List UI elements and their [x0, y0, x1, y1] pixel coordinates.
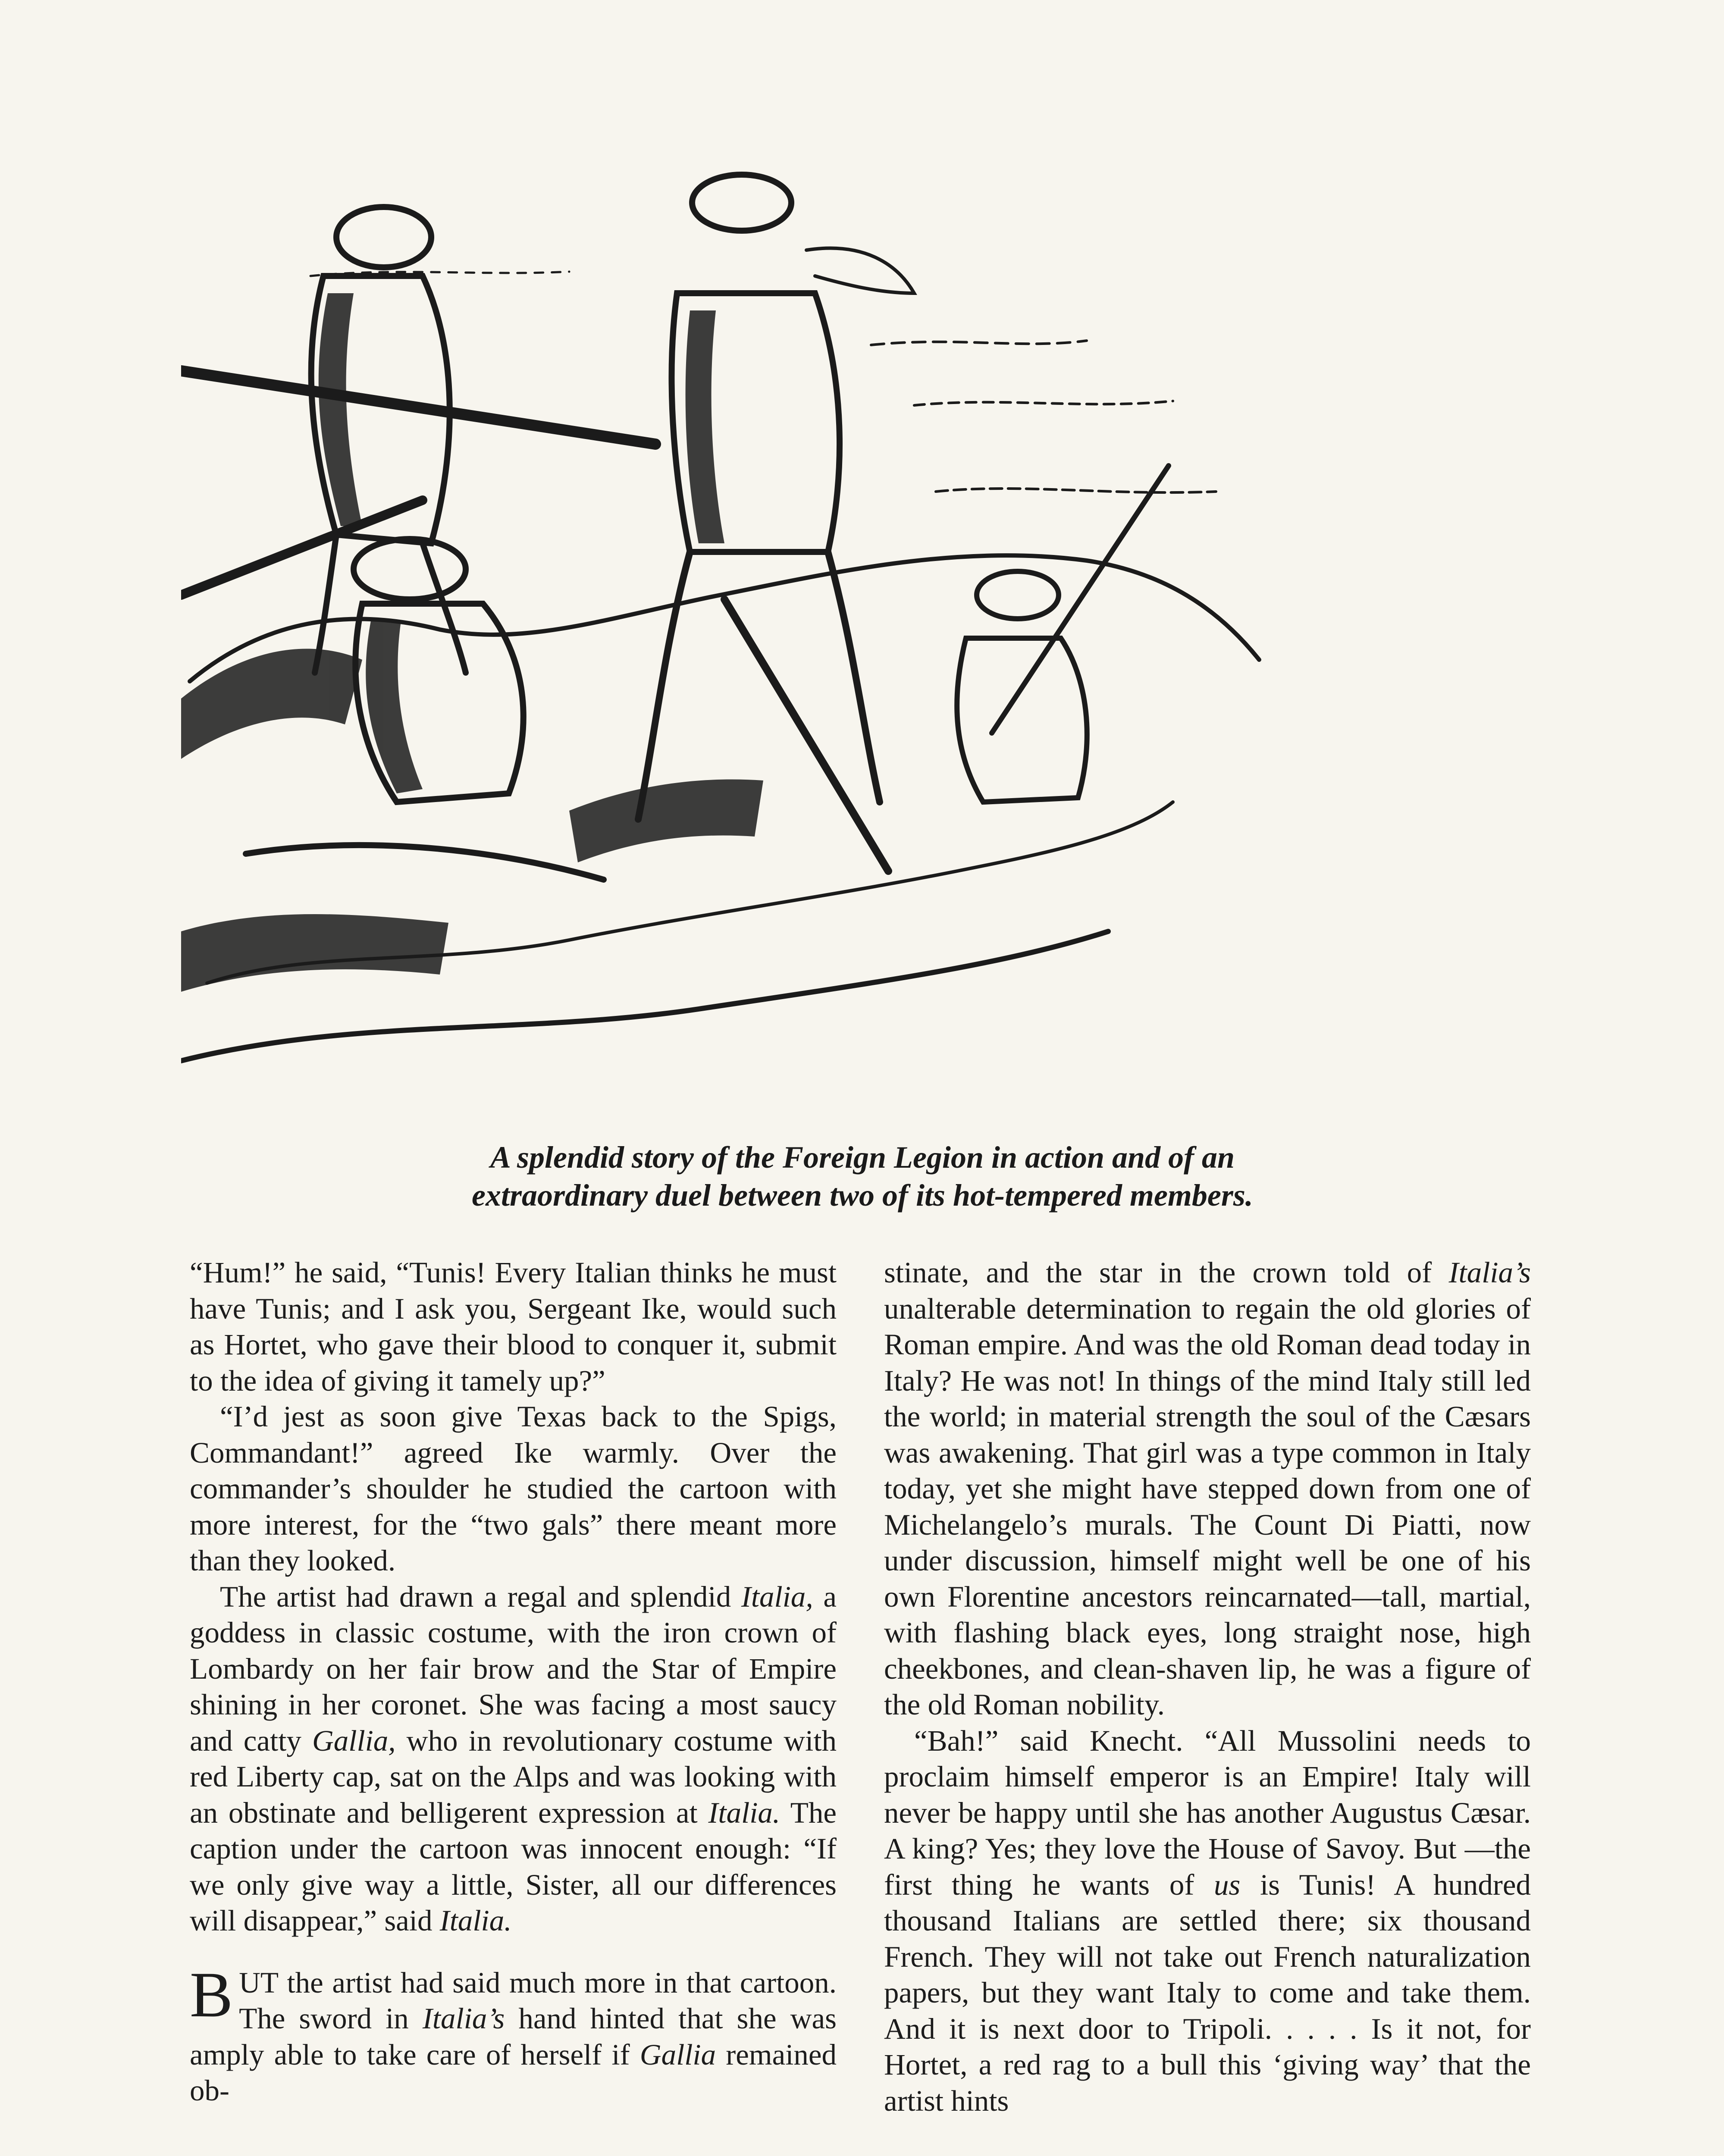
paragraph-bah-said-knecht: “Bah!” said Knecht. “All Mussolini needs to proclaim himself emperor is an Empire! Italy will never be happy until she has another Augustus Cæsar. A king? Yes; they love the House of Savoy. But —the first thing he wants of us is Tunis! A hundred thousand Italians are settled there; six thousand French. They will not take out French naturalization papers, but they want Italy to come and take them. And it is next door to Tripoli. . . . . Is it not, for Hortet, a red rag to a bull this ‘giving way’ that the artist hints [884, 1724, 1531, 2117]
paragraph-hum-tunis: “Hum!” he said, “Tunis! Every Italian thinks he must have Tunis; and I ask you, Sergeant Ike, would such as Hortet, who gave their blood to conquer it, submit to the idea of giving it tamely up?” [190, 1256, 837, 1397]
legionnaires-in-action-icon [181, 164, 1276, 1087]
caption-line-2: extraordinary duel between two of its hot-tempered members. [472, 1178, 1253, 1213]
legionnaires-illustration [181, 164, 1276, 1087]
left-text-column [190, 1255, 837, 2109]
paragraph-but-the-artist: BUT the artist had said much more in that cartoon. The sword in Italia’s hand hinted that she was amply able to take care of herself if Gallia remained ob- [190, 1959, 837, 2107]
paragraph-texas: “I’d jest as soon give Texas back to the Spigs, Commandant!” agreed Ike warmly. Over the commander’s shoulder he studied the cartoon with more interest, for the “two gals” there meant more than they looked. [190, 1400, 837, 1577]
illustration-caption [172, 1138, 1552, 1214]
caption-line-1: A splendid story of the Foreign Legion in action and of an [490, 1140, 1235, 1175]
paragraph-roman-empire: stinate, and the star in the crown told of Italia’s unalterable determination to regain the old glories of Roman empire. And was the old Roman dead today in Italy? He was not! In things of the mind Italy still led the world; in material strength the soul of the Cæsars was awakening. That girl was a type common in Italy today, yet she might have stepped down from one of Michelangelo’s murals. The Count Di Piatti, now under discussion, himself might well be one of his own Florentine ancestors reincarnated—tall, martial, with flashing black eyes, long straight nose, high cheekbones, and clean-shaven lip, he was a figure of the old Roman nobility. [884, 1256, 1531, 1721]
drop-cap: B [190, 1959, 233, 2031]
right-text-column [884, 1255, 1531, 2119]
paragraph-cartoon-description: The artist had drawn a regal and splendid Italia, a goddess in classic costume, with the iron crown of Lombardy on her fair brow and the Star of Empire shining in her coronet. She was facing a most saucy and catty Gallia, who in revolutionary costume with red Liberty cap, sat on the Alps and was looking with an obstinate and belligerent expression at Italia. The caption under the cartoon was innocent enough: “If we only give way a little, Sister, all our differences will disappear,” said Italia. [190, 1580, 837, 1937]
